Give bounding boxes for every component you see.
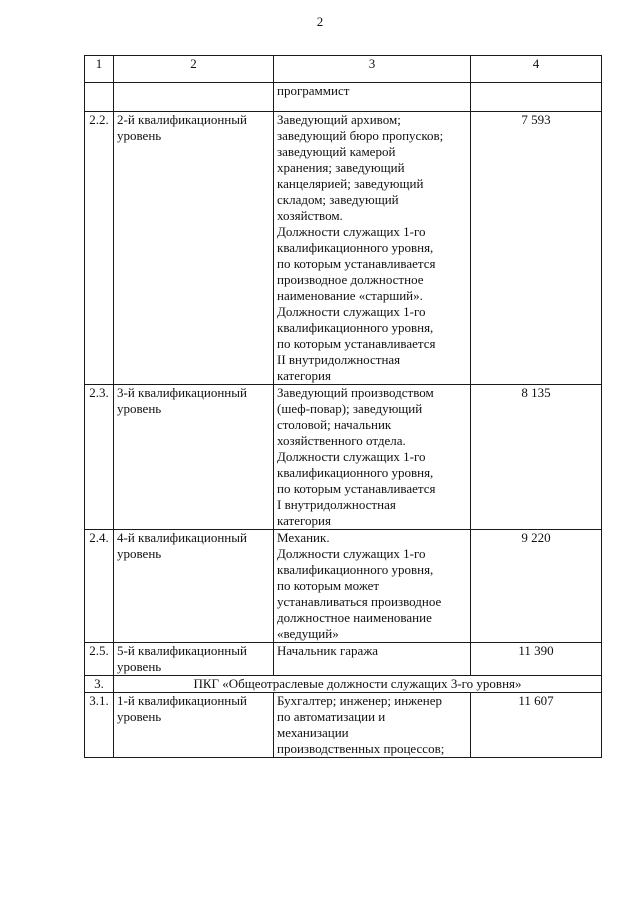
- table-row: [85, 385, 602, 530]
- cell-level: [114, 83, 274, 112]
- cell-salary: 8 135: [471, 385, 602, 530]
- position-line: I внутридолжностная: [277, 497, 396, 512]
- position-line: хозяйством.: [277, 208, 343, 223]
- position-line: программист: [277, 83, 350, 98]
- position-line: II внутридолжностная: [277, 352, 401, 367]
- table-row: [85, 693, 602, 758]
- cell-salary: [471, 83, 602, 112]
- position-line: наименование «старший».: [277, 288, 423, 303]
- position-line: столовой; начальник: [277, 417, 392, 432]
- level-line: 4-й квалификационный: [117, 530, 247, 545]
- salary-table: [84, 55, 602, 758]
- position-line: Должности служащих 1-го: [277, 449, 426, 464]
- position-line: квалификационного уровня,: [277, 240, 434, 255]
- cell-salary: 7 593: [471, 112, 602, 385]
- position-line: квалификационного уровня,: [277, 320, 434, 335]
- position-line: квалификационного уровня,: [277, 465, 434, 480]
- header-col-3: 3: [274, 56, 471, 83]
- position-line: по которым может: [277, 578, 380, 593]
- position-line: заведующий бюро пропусков;: [277, 128, 444, 143]
- position-line: по которым устанавливается: [277, 481, 436, 496]
- header-col-2: 2: [114, 56, 274, 83]
- position-line: должностное наименование: [277, 610, 432, 625]
- cell-num: 3.: [85, 676, 114, 693]
- cell-positions: [274, 83, 471, 112]
- page-number: 2: [316, 14, 324, 29]
- cell-num: 2.5.: [85, 643, 114, 676]
- level-line: уровень: [117, 128, 162, 143]
- level-line: уровень: [117, 709, 162, 724]
- level-line: 3-й квалификационный: [117, 385, 247, 400]
- cell-level: [114, 385, 274, 530]
- cell-salary: 9 220: [471, 530, 602, 643]
- level-line: уровень: [117, 659, 162, 674]
- position-line: Должности служащих 1-го: [277, 304, 426, 319]
- header-row: [85, 56, 602, 83]
- position-line: устанавливаться производное: [277, 594, 442, 609]
- cell-level: [114, 693, 274, 758]
- position-line: по которым устанавливается: [277, 256, 436, 271]
- level-line: 5-й квалификационный: [117, 643, 247, 658]
- position-line: (шеф-повар); заведующий: [277, 401, 423, 416]
- level-line: 2-й квалификационный: [117, 112, 247, 127]
- cell-level: [114, 112, 274, 385]
- position-line: Должности служащих 1-го: [277, 546, 426, 561]
- position-line: механизации: [277, 725, 349, 740]
- cell-positions: [274, 693, 471, 758]
- position-line: Бухгалтер; инженер; инженер: [277, 693, 442, 708]
- group-title: ПКГ «Общеотраслевые должности служащих 3-го уровня»: [114, 676, 602, 693]
- position-line: «ведущий»: [277, 626, 339, 641]
- position-line: Заведующий архивом;: [277, 112, 401, 127]
- position-line: по которым устанавливается: [277, 336, 436, 351]
- position-line: хранения; заведующий: [277, 160, 405, 175]
- position-line: квалификационного уровня,: [277, 562, 434, 577]
- table-row: [85, 112, 602, 385]
- position-line: Заведующий производством: [277, 385, 434, 400]
- position-line: производное должностное: [277, 272, 424, 287]
- cell-level: [114, 530, 274, 643]
- position-line: категория: [277, 513, 331, 528]
- cell-positions: [274, 385, 471, 530]
- cell-num: [85, 83, 114, 112]
- level-line: уровень: [117, 546, 162, 561]
- position-line: складом; заведующий: [277, 192, 399, 207]
- level-line: 1-й квалификационный: [117, 693, 247, 708]
- table-row: [85, 643, 602, 676]
- cell-salary: 11 607: [471, 693, 602, 758]
- cell-positions: [274, 530, 471, 643]
- position-line: категория: [277, 368, 331, 383]
- position-line: хозяйственного отдела.: [277, 433, 406, 448]
- position-line: канцелярией; заведующий: [277, 176, 424, 191]
- level-line: уровень: [117, 401, 162, 416]
- position-line: по автоматизации и: [277, 709, 386, 724]
- header-col-1: 1: [85, 56, 114, 83]
- position-line: производственных процессов;: [277, 741, 445, 756]
- cell-salary: 11 390: [471, 643, 602, 676]
- group-row: [85, 676, 602, 693]
- position-line: Должности служащих 1-го: [277, 224, 426, 239]
- table-row: [85, 530, 602, 643]
- position-line: заведующий камерой: [277, 144, 396, 159]
- cell-num: 2.3.: [85, 385, 114, 530]
- cell-num: 2.4.: [85, 530, 114, 643]
- cell-positions: [274, 112, 471, 385]
- header-col-4: 4: [471, 56, 602, 83]
- cell-num: 2.2.: [85, 112, 114, 385]
- continuation-row: [85, 83, 602, 112]
- cell-level: [114, 643, 274, 676]
- position-line: Механик.: [277, 530, 330, 545]
- cell-num: 3.1.: [85, 693, 114, 758]
- cell-positions: [274, 643, 471, 676]
- position-line: Начальник гаража: [277, 643, 379, 658]
